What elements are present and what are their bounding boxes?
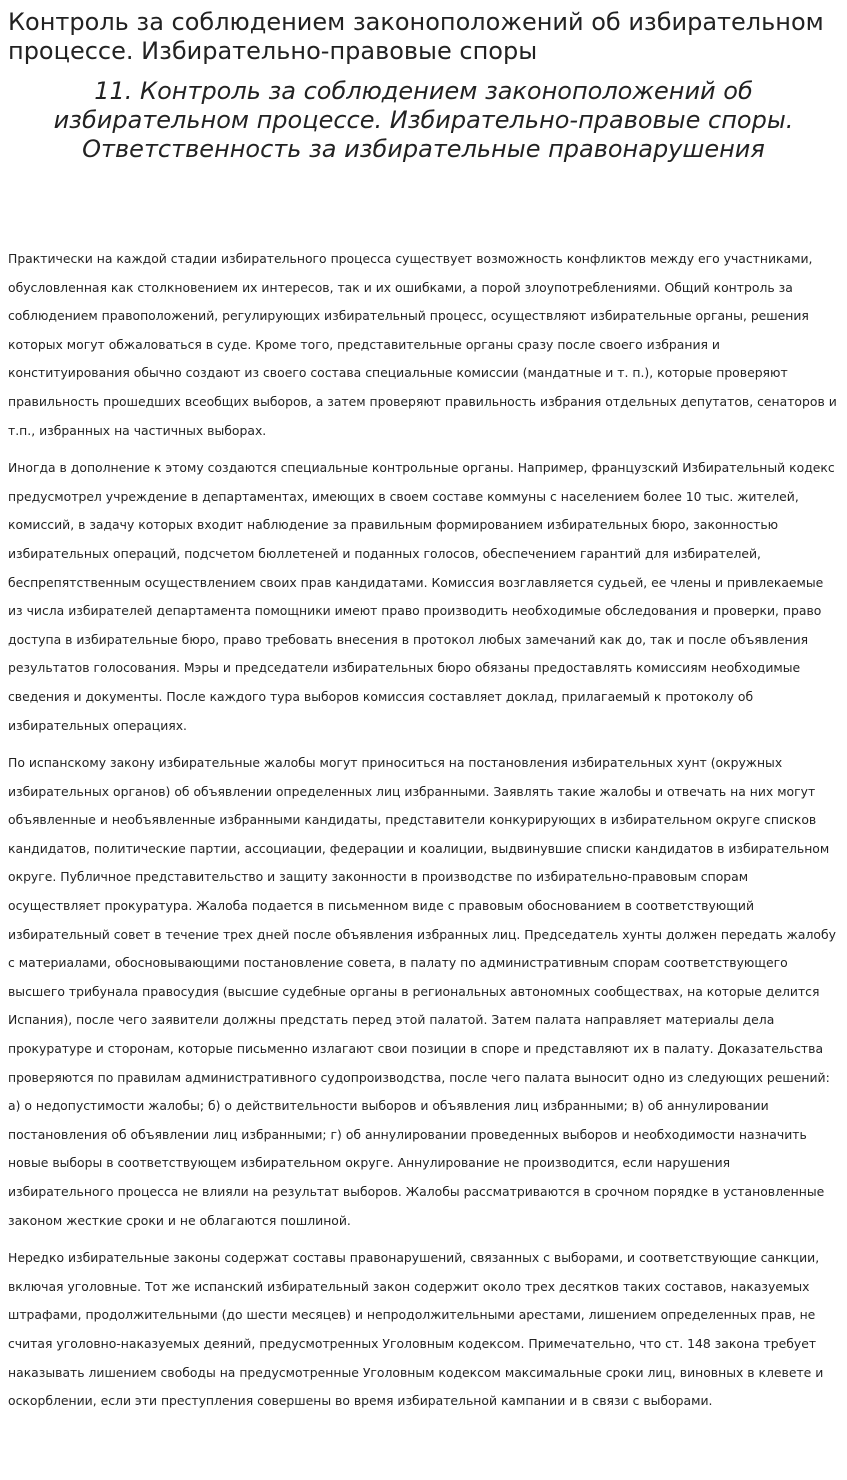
- article-body: [8, 245, 839, 1416]
- paragraph: По испанскому закону избирательные жалобы могут приноситься на постановления избирательных хунт (окружных избирательных органов) об объявлении определенных лиц избранными. Заявлять такие жалобы и отвечать на них могут объявленные и необъявленные избранными кандидаты, представители конкурирующих в избирательном округе списков кандидатов, политические партии, ассоциации, федерации и коалиции, выдвинувшие списки кандидатов в избирательном округе. Публичное представительство и защиту законности в производстве по избирательно-правовым спорам осуществляет прокуратура. Жалоба подается в письменном виде с правовым обоснованием в соответствующий избирательный совет в течение трех дней после объявления избранных лиц. Председатель хунты должен передать жалобу с материалами, обосновывающими постановление совета, в палату по административным спорам соответствующего высшего трибунала правосудия (высшие судебные органы в региональных автономных сообществах, на которые делится Испания), после чего заявители должны предстать перед этой палатой. Затем палата направляет материалы дела прокуратуре и сторонам, которые письменно излагают свои позиции в споре и представляют их в палату. Доказательства проверяются по правилам административного судопроизводства, после чего палата выносит одно из следующих решений: а) о недопустимости жалобы; б) о действительности выборов и объявления лиц избранными; в) об аннулировании постановления об объявлении лиц избранными; г) об аннулировании проведенных выборов и необходимости назначить новые выборы в соответствующем избирательном округе. Аннулирование не производится, если нарушения избирательного процесса не влияли на результат выборов. Жалобы рассматриваются в срочном порядке в установленные законом жесткие сроки и не облагаются пошлиной.: [8, 755, 836, 1228]
- paragraph: Нередко избирательные законы содержат составы правонарушений, связанных с выборами, и соответствующие санкции, включая уголовные. Тот же испанский избирательный закон содержит около трех десятков таких составов, наказуемых штрафами, продолжительными (до шести месяцев) и непродолжительными арестами, лишением определенных прав, не считая уголовно-наказуемых деяний, предусмотренных Уголовным кодексом. Примечательно, что ст. 148 закона требует наказывать лишением свободы на предусмотренные Уголовным кодексом максимальные сроки лиц, виновных в клевете и оскорблении, если эти преступления совершены во время избирательной кампании и в связи с выборами.: [8, 1250, 824, 1409]
- page-title: Контроль за соблюдением законоположений об избирательном процессе. Избирательно-правовые споры: [8, 8, 824, 65]
- paragraph: Практически на каждой стадии избирательного процесса существует возможность конфликтов между его участниками, обусловленная как столкновением их интересов, так и их ошибками, а порой злоупотреблениями. Общий контроль за соблюдением правоположений, регулирующих избирательный процесс, осуществляют избирательные органы, решения которых могут обжаловаться в суде. Кроме того, представительные органы сразу после своего избрания и конституирования обычно создают из своего состава специальные комиссии (мандатные и т. п.), которые проверяют правильность прошедших всеобщих выборов, а затем проверяют правильность избрания отдельных депутатов, сенаторов и т.п., избранных на частичных выборах.: [8, 251, 837, 438]
- article-title: 11. Контроль за соблюдением законоположений об избирательном процессе. Избирательно-правовые споры. Ответственность за избирательные правонарушения: [53, 77, 794, 163]
- paragraph: Иногда в дополнение к этому создаются специальные контрольные органы. Например, французский Избирательный кодекс предусмотрел учреждение в департаментах, имеющих в своем составе коммуны с населением более 10 тыс. жителей, комиссий, в задачу которых входит наблюдение за правильным формированием избирательных бюро, законностью избирательных операций, подсчетом бюллетеней и поданных голосов, обеспечением гарантий для избирателей, беспрепятственным осуществлением своих прав кандидатами. Комиссия возглавляется судьей, ее члены и привлекаемые из числа избирателей департамента помощники имеют право производить необходимые обследования и проверки, право доступа в избирательные бюро, право требовать внесения в протокол любых замечаний как до, так и после объявления результатов голосования. Мэры и председатели избирательных бюро обязаны предоставлять комиссиям необходимые сведения и документы. После каждого тура выборов комиссия составляет доклад, прилагаемый к протоколу об избирательных операциях.: [8, 460, 835, 733]
